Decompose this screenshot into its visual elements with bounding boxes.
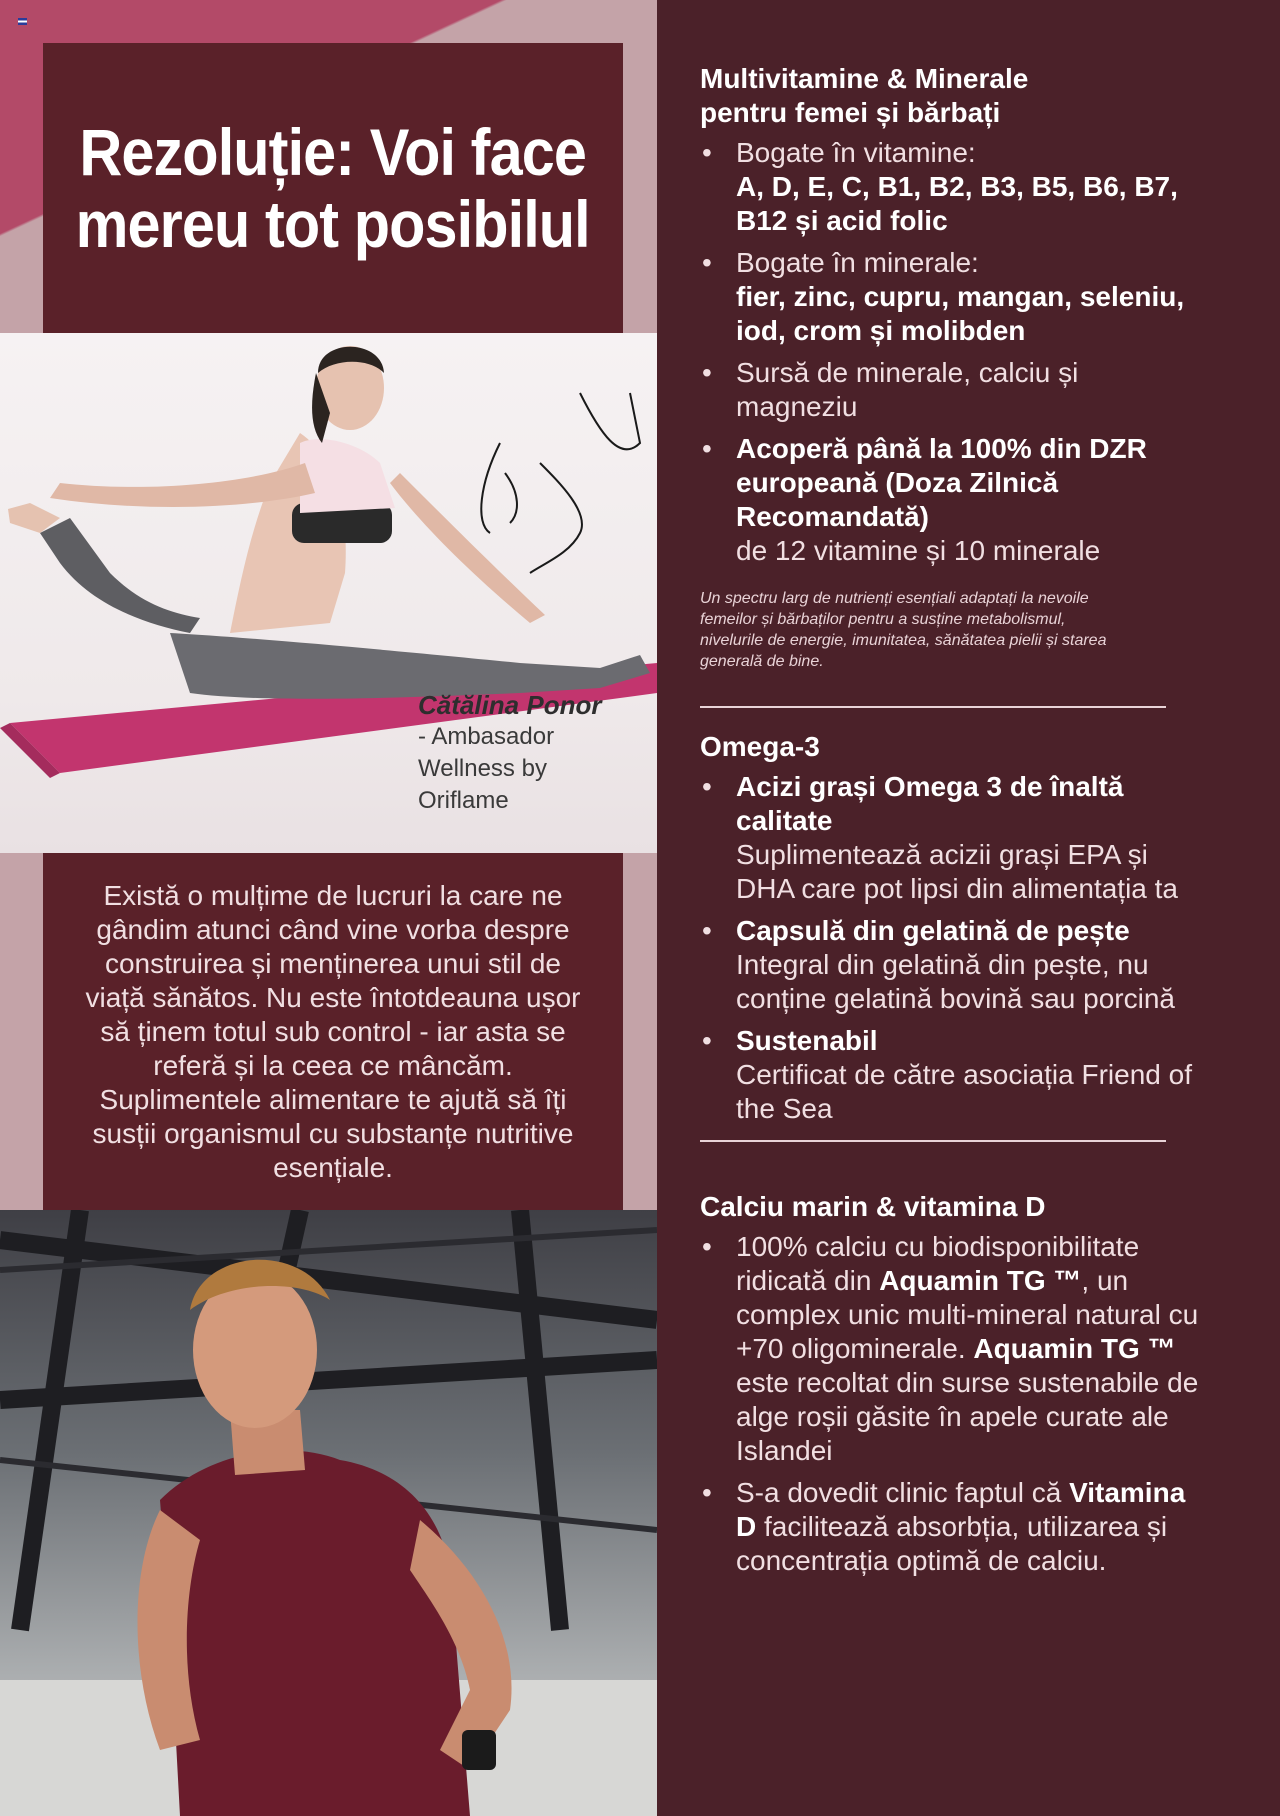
list-item [700, 770, 1200, 906]
title-line-2: mereu tot posibilul [75, 187, 591, 261]
multivitamin-heading [700, 62, 1200, 130]
bullet-text: Sursă de minerale, calciu și magneziu [736, 357, 1079, 422]
calcium-bullets [700, 1230, 1200, 1578]
multivitamin-bullets [700, 136, 1200, 568]
omega3-heading: Omega-3 [700, 731, 820, 762]
bullet-bold: Acizi grași Omega 3 de înaltă calitate [736, 771, 1124, 836]
omega3-section [700, 730, 1200, 1126]
list-item [700, 246, 1200, 348]
page-title [76, 116, 590, 260]
bullet-bold: Aquamin TG ™ [879, 1265, 1082, 1296]
bullet-bold: Aquamin TG ™ [973, 1333, 1176, 1364]
title-line-1: Rezoluție: Voi face [79, 115, 587, 189]
multivitamin-note: Un spectru larg de nutrienți esențiali adaptați la nevoile femeilor și bărbaților pentru a susține metabolismul, nivelurile de energie, imunitatea, sănătatea pielii și starea generală de bine. [700, 590, 1107, 670]
bullet-text: Suplimentează acizii grași EPA și DHA care pot lipsi din alimentația ta [736, 839, 1178, 904]
bullet-bold: Capsulă din gelatină de pește [736, 915, 1130, 946]
list-item [700, 1230, 1200, 1468]
title-box [43, 43, 623, 333]
bullet-bold: Vitamina D [736, 1477, 1186, 1542]
man-in-gym-illustration [0, 1210, 657, 1816]
bullet-bold: fier, zinc, cupru, mangan, seleniu, iod, crom și molibden [736, 281, 1185, 346]
bullet-bold: Acoperă până la 100% din DZR europeană (Doza Zilnică Recomandată) [736, 433, 1147, 532]
calcium-heading: Calciu marin & vitamina D [700, 1191, 1046, 1222]
bullet-text: Bogate în minerale: [736, 247, 979, 278]
list-item [700, 1024, 1200, 1126]
calcium-section [700, 1190, 1200, 1578]
list-item [700, 914, 1200, 1016]
bullet-text: facilitează absorbția, utilizarea și concentrația optimă de calciu. [736, 1511, 1168, 1576]
intro-box [43, 853, 623, 1210]
bullet-text: Bogate în vitamine: [736, 137, 976, 168]
flag-icon [18, 18, 27, 25]
product-info [700, 62, 1200, 1586]
bullet-text: Integral din gelatină din pește, nu conține gelatină bovină sau porcină [736, 949, 1175, 1014]
omega3-bullets [700, 770, 1200, 1126]
divider [700, 1140, 1166, 1142]
man-photo [0, 1210, 657, 1816]
list-item [700, 356, 1200, 424]
multivitamin-heading-line-1: Multivitamine & Minerale [700, 63, 1029, 94]
right-column [657, 0, 1280, 1816]
ambassador-role-line-2: Wellness by [418, 755, 547, 782]
list-item [700, 432, 1200, 568]
list-item [700, 136, 1200, 238]
divider [700, 706, 1166, 708]
bullet-text: Certificat de către asociația Friend of the Sea [736, 1059, 1192, 1124]
ambassador-name: Cătălina Ponor [418, 690, 602, 720]
intro-text: Există o mulțime de lucruri la care ne gândim atunci când vine vorba despre construirea și menținerea unui stil de viață sănătos. Nu este întotdeauna ușor să ținem totul sub control - iar asta se referă și la ceea ce mâncăm. Suplimentele alimentare te ajută să îți susții organismul cu substanțe nutritive esențiale. [85, 879, 581, 1183]
bullet-text: de 12 vitamine și 10 minerale [736, 535, 1101, 566]
bullet-text: S-a dovedit clinic faptul că [736, 1477, 1062, 1508]
ambassador-photo [0, 333, 657, 853]
list-item [700, 1476, 1200, 1578]
ambassador-caption [418, 689, 601, 817]
bullet-text: 100% calciu cu biodisponibilitate ridicată din [736, 1231, 1140, 1296]
multivitamin-section [700, 62, 1200, 672]
ambassador-role-line-3: Oriflame [418, 787, 509, 814]
ambassador-role-line-1: - Ambasador [418, 723, 555, 750]
bullet-bold: Sustenabil [736, 1025, 878, 1056]
multivitamin-heading-line-2: pentru femei și bărbați [700, 97, 1001, 128]
bullet-bold: A, D, E, C, B1, B2, B3, B5, B6, B7, B12 și acid folic [736, 171, 1178, 236]
bullet-text: este recoltat din surse sustenabile de alge roșii găsite în apele curate ale Islandei [736, 1367, 1199, 1466]
bullet-text: , un complex unic multi-mineral natural cu +70 oligominerale. [736, 1265, 1199, 1364]
